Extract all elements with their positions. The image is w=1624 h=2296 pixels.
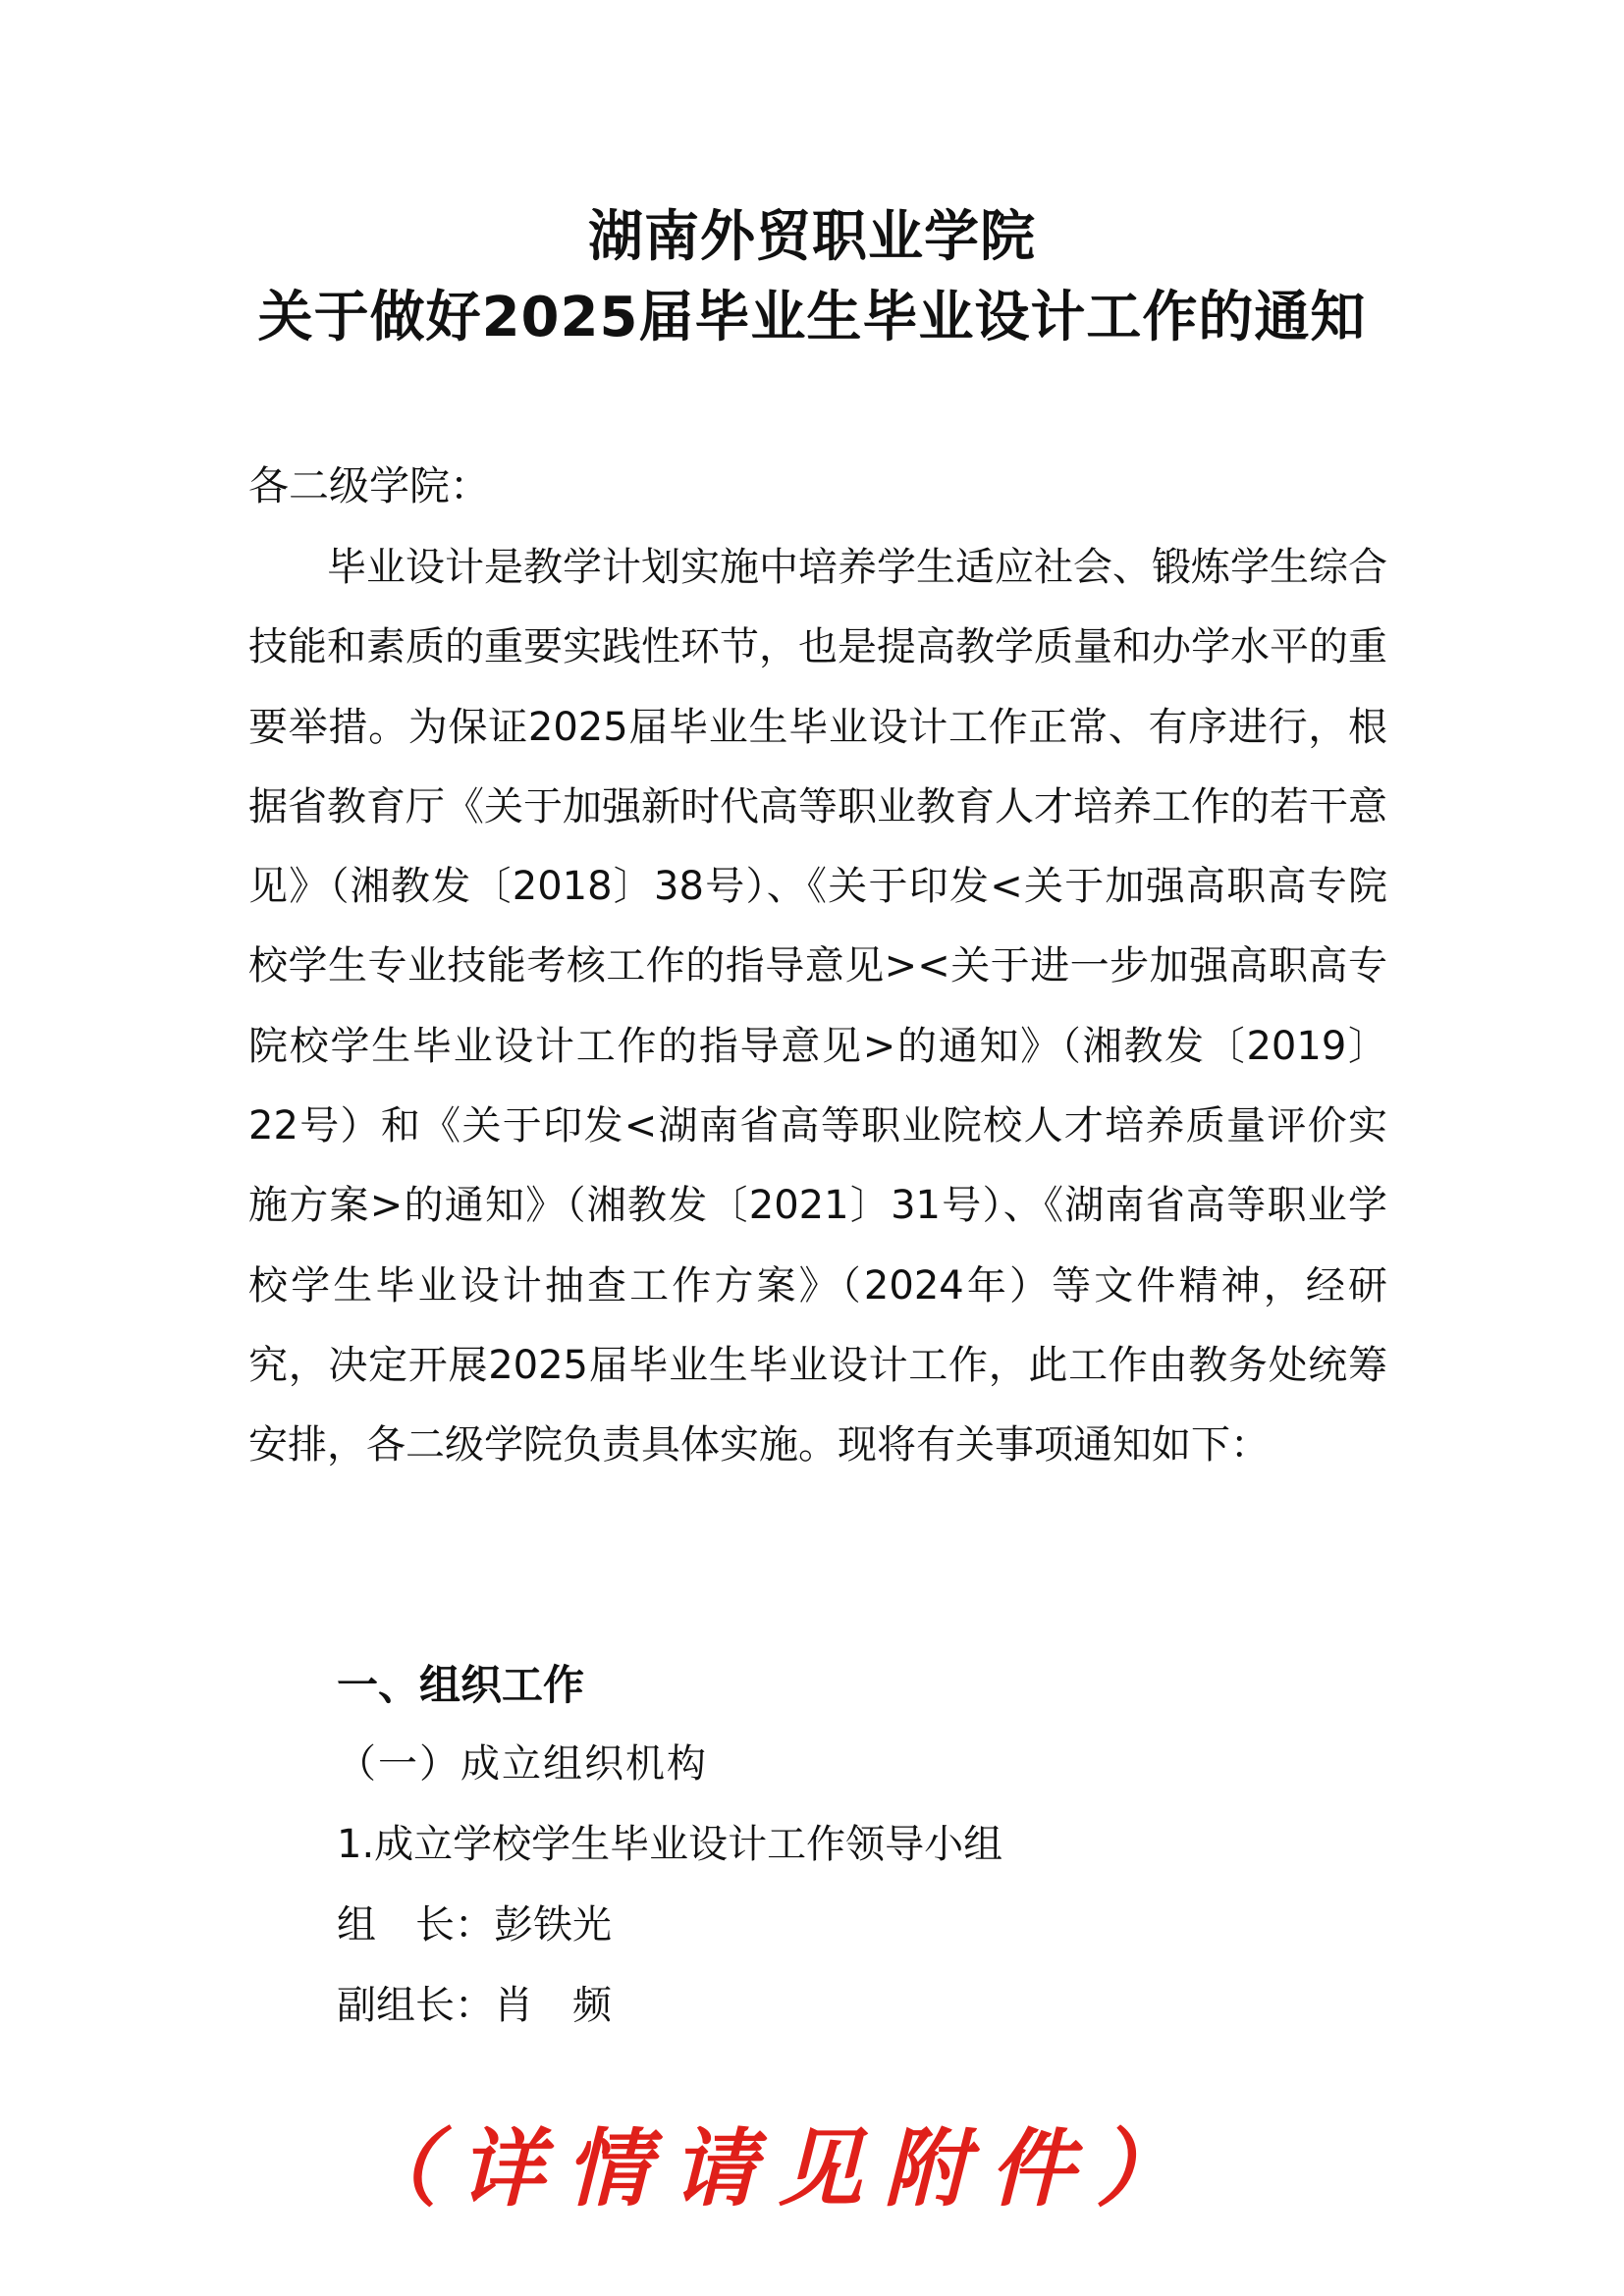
section-heading-organization: 一、组织工作 xyxy=(337,1661,585,1709)
deputy-leader-row xyxy=(337,1969,612,2042)
list-item-leadership-group: 1.成立学校学生毕业设计工作领导小组 xyxy=(337,1822,1003,1867)
body-paragraph: 毕业设计是教学计划实施中培养学生适应社会、锻炼学生综合技能和素质的重要实践性环节，也是提高教学质量和办学水平的重要举措。为保证2025届毕业生毕业设计工作正常、有序进行，根据省教育厅《关于加强新时代高等职业教育人才培养工作的若干意见》（湘教发〔2018〕38号）、《关于印发<关于加强高职高专院校学生专业技能考核工作的指导意见><关于进一步加强高职高专院校学生毕业设计工作的指导意见>的通知》（湘教发〔2019〕22号）和《关于印发<湖南省高等职业院校人才培养质量评价实施方案>的通知》（湘教发〔2021〕31号）、《湖南省高等职业学校学生毕业设计抽查工作方案》（2024年）等文件精神，经研究，决定开展2025届毕业生毕业设计工作，此工作由教务处统筹安排，各二级学院负责具体实施。现将有关事项通知如下： xyxy=(248,545,1387,1468)
deputy-leader-name-part2: 频 xyxy=(572,1983,612,2028)
deputy-leader-role: 副组长： xyxy=(337,1983,494,2028)
group-leader-row xyxy=(337,1889,612,1961)
document-title-notice: 关于做好2025届毕业生毕业设计工作的通知 xyxy=(257,286,1367,349)
attachment-note: （详情请见附件） xyxy=(353,2119,1202,2218)
salutation: 各二级学院： xyxy=(248,462,490,509)
deputy-leader-name-part1: 肖 xyxy=(494,1983,533,2028)
group-leader-role: 组 长： xyxy=(337,1902,494,1948)
subsection-heading: （一）成立组织机构 xyxy=(337,1741,708,1787)
document-title-institution: 湖南外贸职业学院 xyxy=(588,205,1036,269)
group-leader-name: 彭铁光 xyxy=(494,1902,612,1948)
